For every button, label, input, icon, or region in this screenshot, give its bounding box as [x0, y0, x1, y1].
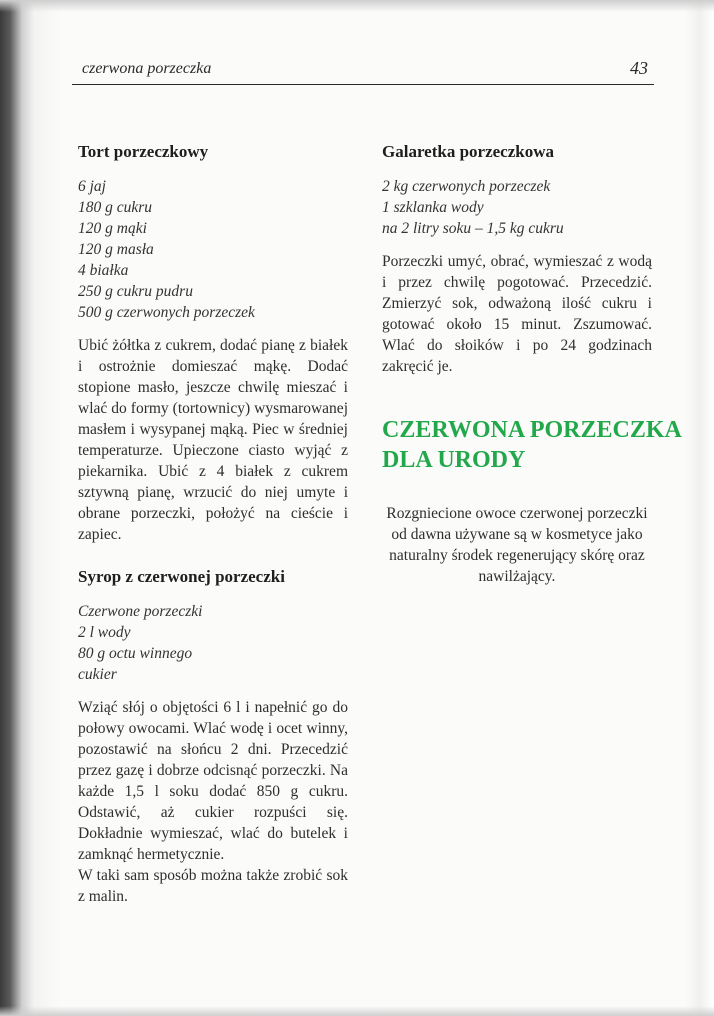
recipe-text-syrop: Wziąć słój o objętości 6 l i napełnić go do połowy owocami. Wlać wodę i ocet winny, pozostawić na słońcu 2 dni. Przecedzić przez gazę i dobrze odcisnąć porzeczki. Na każde 1,5 l soku dodać 850 g cukru. Odstawić, aż cukier rozpuści się. Dokładnie wymieszać, wlać do butelek i zamknąć hermetycznie. [78, 699, 348, 863]
section-title-line: DLA URODY [382, 447, 526, 473]
recipe-text-tort: Ubić żółtka z cukrem, dodać pianę z białek i ostrożnie domieszać mąkę. Dodać stopione masło, jeszcze chwilę mieszać i wlać do formy (tortownicy) wysmarowanej masłem i wysypanej mąką. Piec w średniej temperaturze. Upieczone ciasto wyjąć z piekarnika. Ubić z 4 białek z cukrem sztywną pianę, wrzucić do niej umyte i obrane porzeczki, położyć na cieście i zapiec. [78, 337, 348, 543]
ingredient: cukier [78, 666, 117, 683]
left-column [78, 142, 348, 907]
ingredient: 2 kg czerwonych porzeczek [382, 178, 551, 195]
ingredients-syrop [78, 601, 348, 685]
ingredient: 120 g masła [78, 241, 154, 258]
recipe-note-syrop: W taki sam sposób można także zrobić sok z malin. [78, 867, 348, 905]
recipe-title-syrop: Syrop z czerwonej porzeczki [78, 567, 285, 586]
ingredient: 120 g mąki [78, 220, 147, 237]
section-text: Rozgniecione owoce czerwonej porzeczki od dawna używane są w kosmetyce jako naturalny środek regenerujący skórę oraz nawilżający. [386, 505, 648, 585]
ingredient: 250 g cukru pudru [78, 283, 193, 300]
ingredient: 4 białka [78, 262, 129, 279]
page-top-shadow [0, 0, 714, 12]
ingredient: Czerwone porzeczki [78, 603, 203, 620]
page-header [72, 56, 654, 85]
section-title [382, 415, 682, 475]
ingredient: na 2 litry soku – 1,5 kg cukru [382, 220, 564, 237]
ingredients-tort [78, 176, 348, 323]
ingredients-galaretka [382, 176, 652, 239]
recipe-title-tort: Tort porzeczkowy [78, 142, 209, 161]
running-title: czerwona porzeczka [82, 60, 212, 77]
right-column [382, 142, 682, 587]
ingredient: 2 l wody [78, 624, 131, 641]
ingredient: 1 szklanka wody [382, 199, 484, 216]
recipe-text-galaretka: Porzeczki umyć, obrać, wymieszać z wodą i przez chwilę pogotować. Przecedzić. Zmierzyć sok, odważoną ilość cukru i gotować około 15 minut. Zszumować. Wlać do słoików i po 24 godzinach zakręcić je. [382, 253, 652, 375]
recipe-title-galaretka: Galaretka porzeczkowa [382, 142, 555, 161]
page-bottom-shadow [0, 1006, 714, 1016]
ingredient: 500 g czerwonych porzeczek [78, 304, 255, 321]
ingredient: 180 g cukru [78, 199, 153, 216]
section-title-line: CZERWONA PORZECZKA [382, 417, 682, 443]
ingredient: 6 jaj [78, 178, 106, 195]
ingredient: 80 g octu winnego [78, 645, 193, 662]
page-number: 43 [630, 58, 648, 78]
